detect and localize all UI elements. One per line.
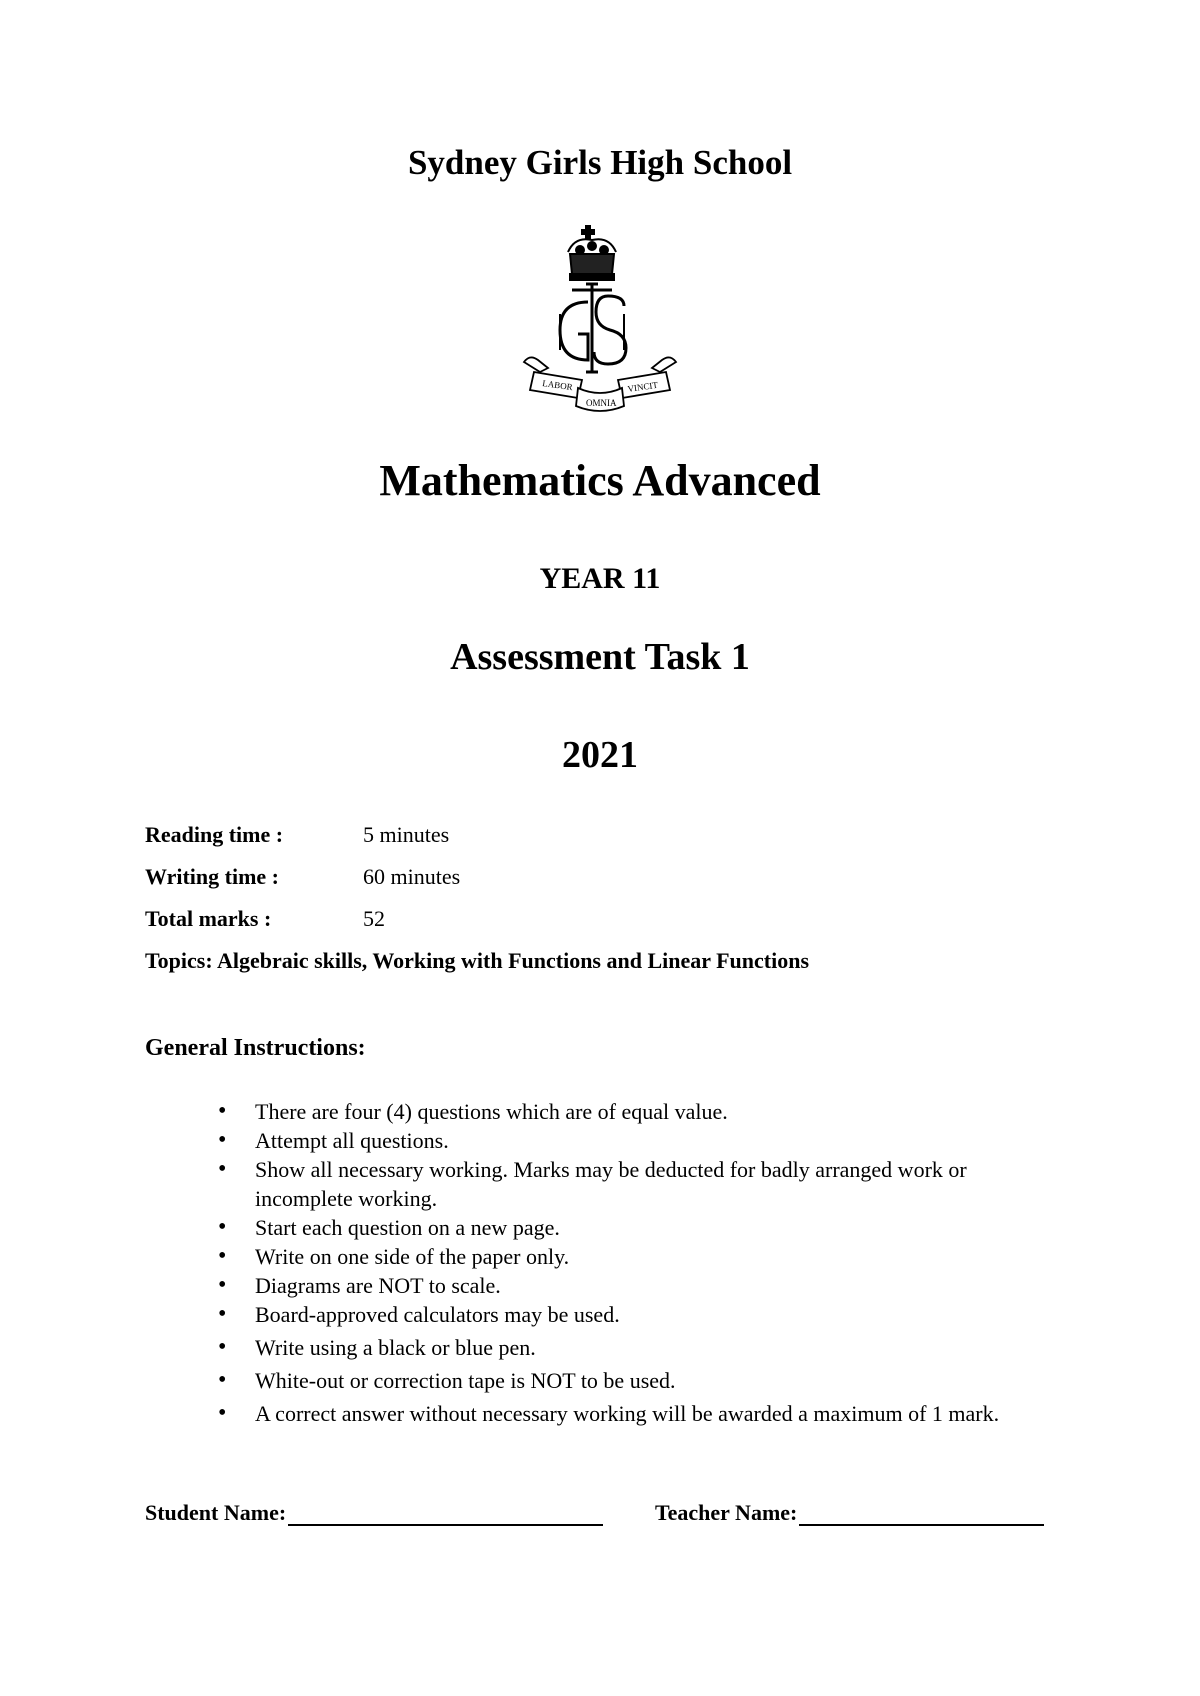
list-item: • Board-approved calculators may be used. xyxy=(218,1300,1068,1329)
motto-word-2: OMNIA xyxy=(586,398,617,408)
list-item: • Write using a black or blue pen. xyxy=(218,1333,1068,1362)
instructions-heading: General Instructions: xyxy=(145,1035,366,1061)
list-item: • White-out or correction tape is NOT to be used. xyxy=(218,1366,1068,1395)
list-item: • Diagrams are NOT to scale. xyxy=(218,1271,1068,1300)
subject-title: Mathematics Advanced xyxy=(379,456,821,505)
list-item: • Write on one side of the paper only. xyxy=(218,1242,1068,1271)
year-level: YEAR 11 xyxy=(539,562,661,595)
list-item: • Start each question on a new page. xyxy=(218,1213,1068,1242)
exam-year: 2021 xyxy=(562,734,638,776)
instructions-list xyxy=(218,1097,1068,1428)
student-name-field xyxy=(145,1500,603,1526)
school-name: Sydney Girls High School xyxy=(407,143,793,182)
writing-time-value: 60 minutes xyxy=(363,864,461,889)
list-item: • Show all necessary working. Marks may be deducted for badly arranged work or incomplete working. xyxy=(218,1155,1068,1213)
student-name-label: Student Name: xyxy=(145,1500,287,1525)
motto-word-1: LABOR xyxy=(541,378,574,393)
reading-time-value: 5 minutes xyxy=(363,822,450,847)
total-marks-value: 52 xyxy=(363,906,385,931)
student-name-line[interactable] xyxy=(288,1502,603,1526)
total-marks-label: Total marks : xyxy=(145,906,272,931)
school-crest-logo xyxy=(520,222,680,422)
reading-time-label: Reading time : xyxy=(145,822,284,847)
teacher-name-field xyxy=(655,1500,1044,1526)
teacher-name-label: Teacher Name: xyxy=(655,1500,798,1525)
list-item: • A correct answer without necessary working will be awarded a maximum of 1 mark. xyxy=(218,1399,1068,1428)
list-item: • There are four (4) questions which are of equal value. xyxy=(218,1097,1068,1126)
topics-line: Topics: Algebraic skills, Working with Functions and Linear Functions xyxy=(145,948,810,973)
motto-word-3: VINCIT xyxy=(626,379,659,394)
task-title: Assessment Task 1 xyxy=(450,636,750,678)
teacher-name-line[interactable] xyxy=(799,1502,1044,1526)
writing-time-label: Writing time : xyxy=(145,864,280,889)
list-item: • Attempt all questions. xyxy=(218,1126,1068,1155)
